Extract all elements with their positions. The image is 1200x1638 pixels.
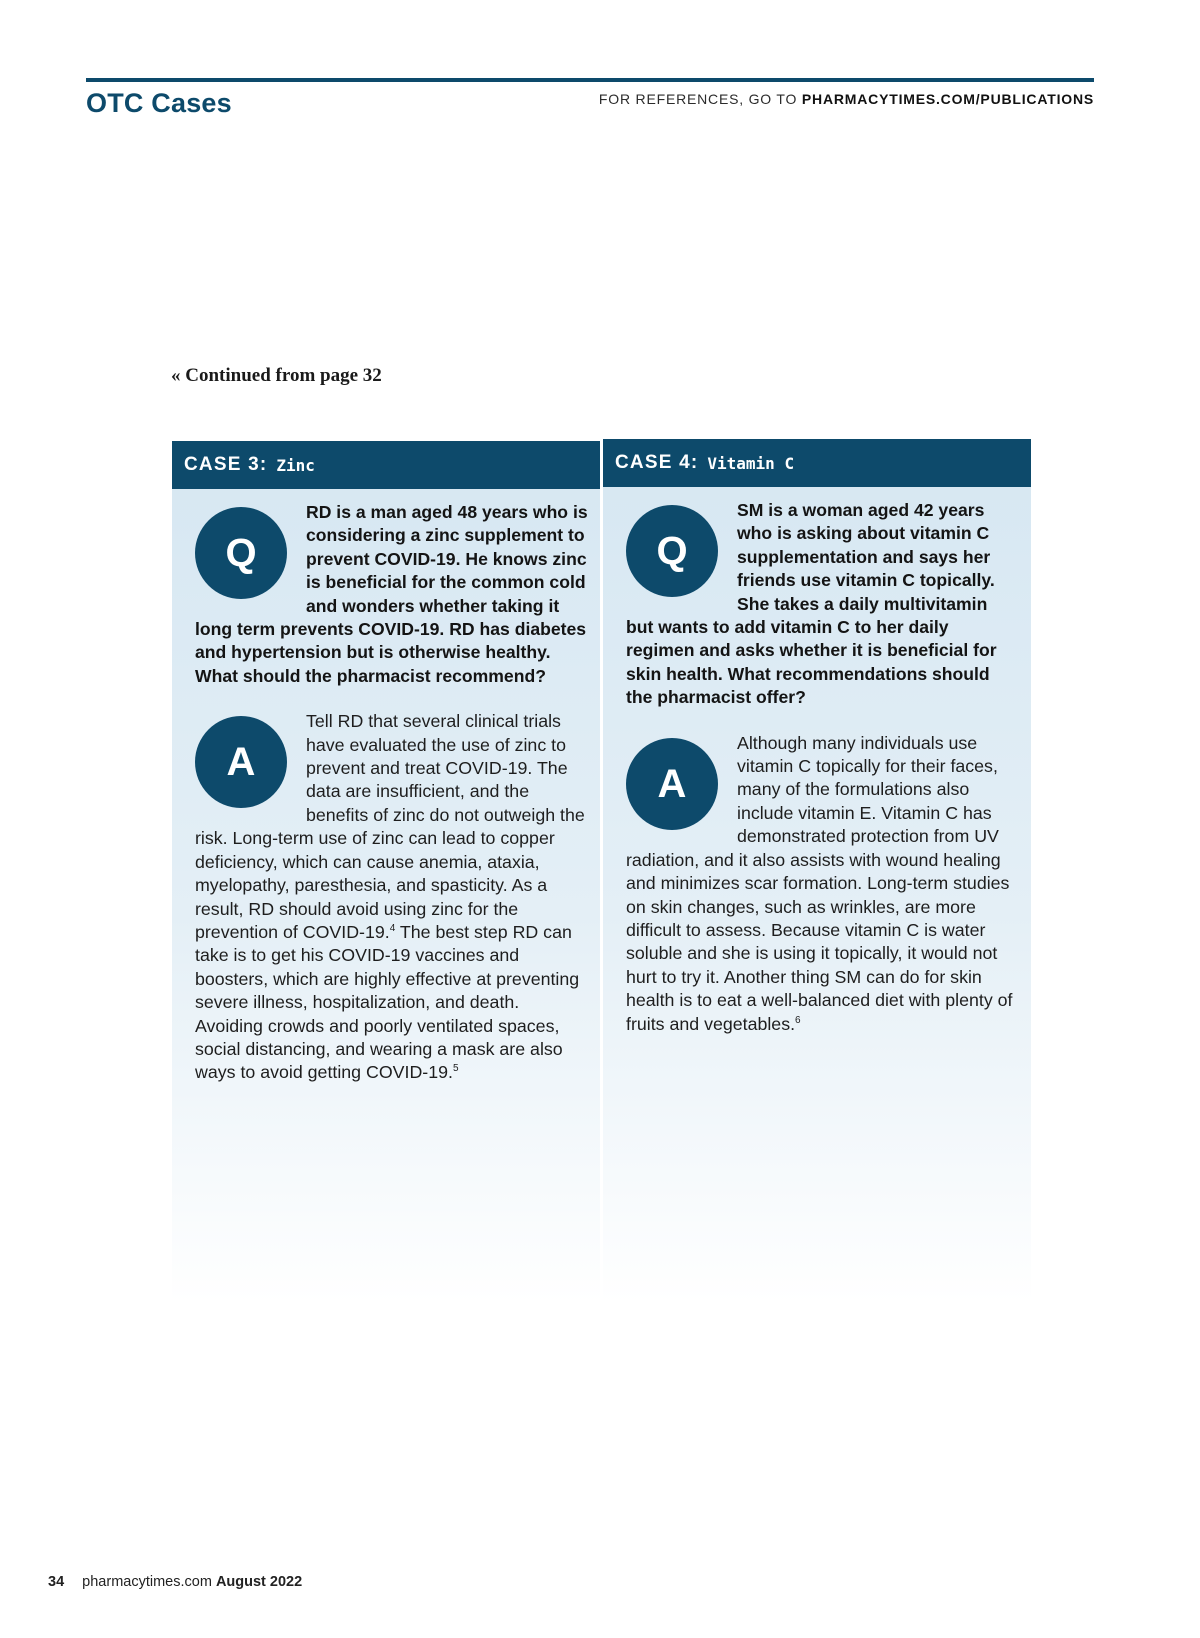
references-url[interactable]: PHARMACYTIMES.COM/PUBLICATIONS: [801, 91, 1094, 107]
case-4-question-block: [626, 499, 1019, 710]
continued-note: « Continued from page 32: [171, 365, 382, 386]
question-badge: Q: [195, 507, 287, 599]
case-3-header: [172, 441, 600, 489]
section-title: OTC Cases: [86, 88, 232, 118]
header-rule: [86, 78, 1094, 82]
references-prefix: FOR REFERENCES, GO TO: [598, 91, 798, 107]
question-badge: Q: [626, 505, 718, 597]
answer-badge: A: [195, 716, 287, 808]
footer-issue: August 2022: [215, 1574, 303, 1590]
case-3-question-block: [195, 501, 588, 688]
case-3-answer-part1: Tell RD that several clinical trials have evaluated the use of zinc to prevent and treat COVID-19. The data are insufficient, and the benefits of zinc do not outweigh the risk. Long-term use of zinc can lead to copper deficiency, which can cause anemia, ataxia, myelopathy, paresthesia, and spasticity. As a result, RD should avoid using zinc for the prevention of COVID-19.: [195, 711, 585, 942]
case-4-answer-block: [626, 732, 1019, 1036]
case-3-box: [172, 441, 600, 1303]
footer-site: pharmacytimes.com: [82, 1574, 212, 1590]
case-3-answer-block: [195, 710, 588, 1085]
case-3-question: RD is a man aged 48 years who is considering a zinc supplement to prevent COVID-19. He knows zinc is beneficial for the common cold and wonders whether taking it long term prevents COVID-19. RD has diabetes and hypertension but is otherwise healthy. What should the pharmacist recommend?: [195, 502, 588, 686]
page-number: 34: [48, 1574, 65, 1590]
case-4-topic: Vitamin C: [707, 453, 795, 473]
case-4-label: CASE 4:: [615, 452, 699, 473]
case-3-body: [172, 489, 600, 1085]
case-4-question: SM is a woman aged 42 years who is asking about vitamin C supplementation and says her friends use vitamin C topically. She takes a daily multivitamin but wants to add vitamin C to her daily regimen and asks whether it is beneficial for skin health. What recommendations should the pharmacist offer?: [626, 500, 997, 708]
case-4-header: [603, 439, 1031, 487]
reference-6: 6: [795, 1014, 801, 1026]
answer-badge: A: [626, 738, 718, 830]
references-note: [599, 91, 1094, 107]
reference-4: 4: [389, 922, 396, 934]
page-footer: [48, 1574, 302, 1590]
case-4-answer-part1: Although many individuals use vitamin C topically for their faces, many of the formulations also include vitamin E. Vitamin C has demonstrated protection from UV radiation, and it also assists with wound healing and minimizes scar formation. Long-term studies on skin changes, such as wrinkles, are more difficult to assess. Because vitamin C is water soluble and she is using it topically, it would not hurt to try it. Another thing SM can do for skin health is to eat a well-balanced diet with plenty of fruits and vegetables.: [626, 732, 1013, 1034]
case-4-body: [603, 487, 1031, 1036]
case-4-box: [603, 439, 1031, 1303]
case-3-label: CASE 3:: [184, 454, 268, 475]
case-3-answer-part2: The best step RD can take is to get his COVID-19 vaccines and boosters, which are highly effective at preventing severe illness, hospitalization, and death. Avoiding crowds and poorly ventilated spaces, social distancing, and wearing a mask are also ways to avoid getting COVID-19.: [195, 921, 580, 1083]
reference-5: 5: [452, 1063, 459, 1075]
case-3-topic: Zinc: [276, 455, 315, 475]
